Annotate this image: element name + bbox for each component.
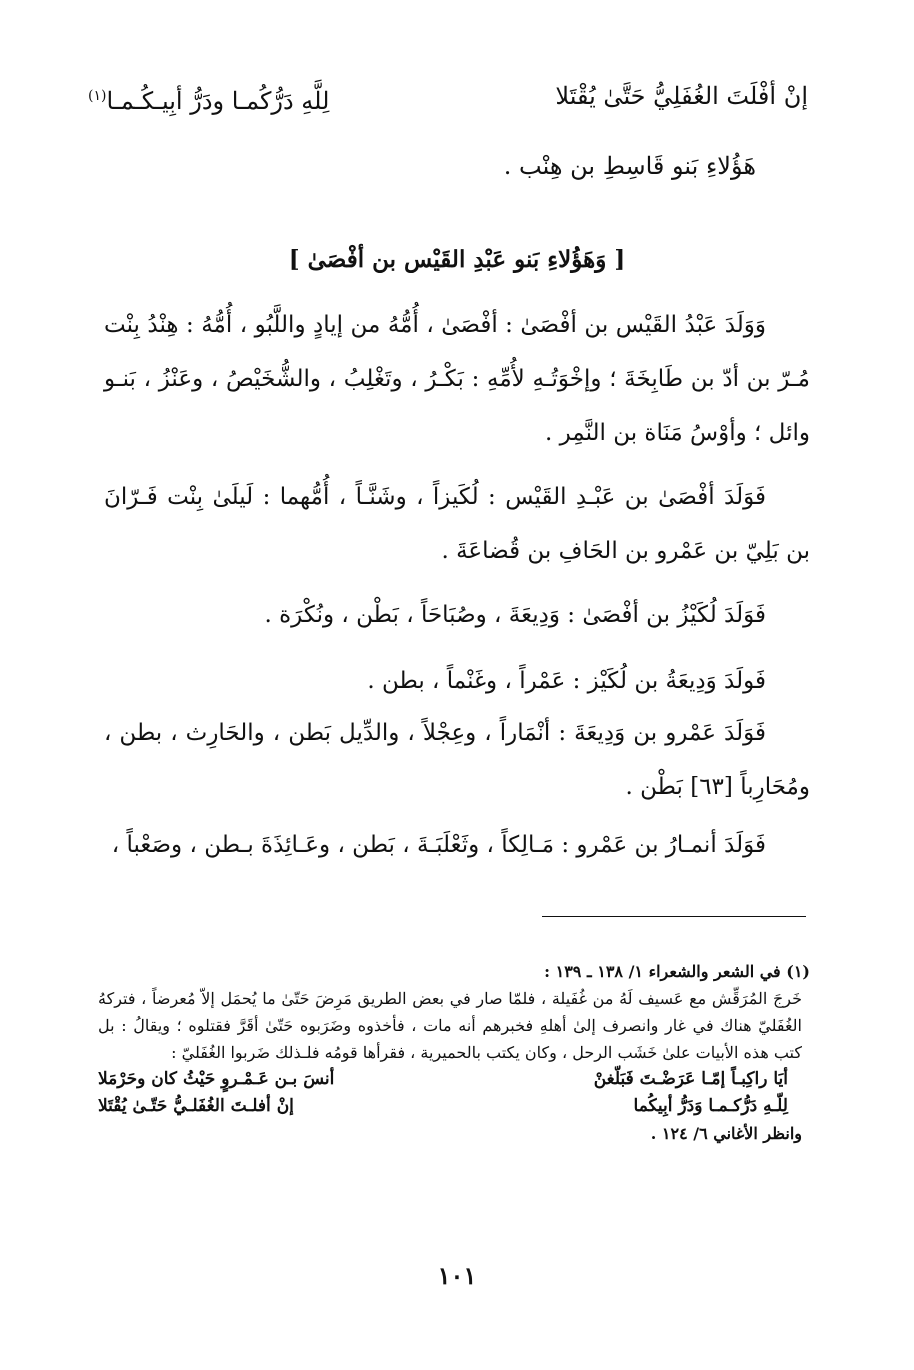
- tribe-closing-line: هَؤُلاءِ بَنو قَاسِطِ بن هِنْب .: [503, 152, 756, 180]
- footnote-verse-row: [98, 1066, 788, 1093]
- paragraph: فَوَلَدَ لُكَيْزُ بن أفْصَىٰ : وَدِيعَةَ ، وصُبَاحَاً ، بَطْن ، ونُكْرَة .: [264, 602, 766, 628]
- footnote-marker: (١): [88, 88, 107, 104]
- paragraph: فَوَلَدَ أنمـارُ بن عَمْرو : مَـالِكاً ، وثَعْلَبَـةَ ، بَطن ، وعَـائِذَةَ بـطن ، وصَعْباً ،: [111, 832, 766, 858]
- paragraph: فَوَلَدَ أفْصَىٰ بن عَبْـدِ القَيْس : لُكَيزاً ، وشَنَّـاً ، أُمُّهما : لَيلَىٰ بِنْت فَـرّانَ بن بَلِيّ بن عَمْرو بن الحَافِ بن قُضاعَةَ .: [104, 484, 810, 564]
- footnote-verse-second: أنسَ بـن عَـمْـروٍ حَيْثُ كان وحَرْمَلا: [98, 1069, 335, 1089]
- footnote-verse-first: أيَا راكِبـاً إمّـا عَرَضْـتَ فَبَلّغنْ: [593, 1069, 788, 1089]
- paragraph: وَوَلَدَ عَبْدُ القَيْس بن أفْصَىٰ : أفْصَىٰ ، أُمُّهُ من إيادٍ واللَّبُو ، أُمُّهُ : هِنْدُ بِنْت مُـرّ بن أدّ بن طَابِخَةَ ؛ وإخْوَتُـهِ لأُمِّهِ : بَكْـرُ ، وتَغْلِبُ ، والشُّخَيْصُ ، وعَنْزُ ، بَنـو وائل ؛ وأوْسُ مَنَاة بن النَّمِر .: [104, 312, 810, 446]
- footnote-text: خَرجَ المُرَقِّش مع عَسيف لَهُ من غُفَيلة ، فلمّا صار في بعض الطريق مَرِضَ حَتّىٰ ما يُحمَل إلاّ مُعرضاً ، فتركهُ الغُفَليّ هناك في غار وانصرف إلىٰ أهلهِ فخبرهم أنه مات ، فأخذوه وضَرَبوه حَتّىٰ أقَرَّ فقتلوه ؛ ويقالُ : بل كتب هذه الأبيات علىٰ خَشَب الرحل ، وكان يكتب بالحميرية ، فقرأها قومُه فلـذلك ضَربوا الغُفَليّ :: [98, 989, 803, 1062]
- verse-first-hemistich-text: إنْ أفْلَتَ الغُفَلِيُّ حَتَّىٰ يُقْتَلا: [555, 82, 808, 110]
- footnote-separator: [542, 916, 806, 917]
- footnote-verse-first: لِلّـهِ دَرُّكـمـا وَدَرُّ أبِيكُما: [633, 1096, 788, 1116]
- section-title: [ وَهَؤُلاءِ بَنو عَبْدِ القَيْس بن أفْصَىٰ ]: [288, 246, 626, 273]
- verse-second-hemistich: [88, 72, 329, 125]
- footnotes: [98, 958, 810, 1147]
- page-number: ١٠١: [437, 1261, 477, 1290]
- paragraph: فَولَدَ وَدِيعَةُ بن لُكَيْز : عَمْراً ، وغَنْماً ، بطن .: [367, 668, 766, 694]
- opening-verse: [88, 72, 808, 120]
- paragraph: فَوَلَدَ عَمْرو بن وَدِيعَةَ : أنْمَاراً ، وعِجْلاً ، والدِّيل بَطن ، والحَارِث ، بطن ، ومُحَارِباً [٦٣] بَطْن .: [104, 720, 810, 800]
- verse-second-hemistich-text: لِلَّهِ دَرُّكُمـا ودَرُّ أبِيـكُـمـا: [106, 87, 330, 115]
- footnote-verses: [98, 1066, 788, 1120]
- footnote-verse-row: [98, 1093, 788, 1120]
- verse-first-hemistich: [555, 72, 808, 120]
- footnote-heading: (١) في الشعر والشعراء ١/ ١٣٨ ـ ١٣٩ :: [544, 962, 810, 981]
- footnote-verse-second: إنْ أفلـتَ الغُفَلـيُّ حَتّـىٰ يُقْتَلا: [98, 1096, 294, 1116]
- footnote-reference: وانظر الأغاني ٦/ ١٢٤ .: [650, 1124, 802, 1143]
